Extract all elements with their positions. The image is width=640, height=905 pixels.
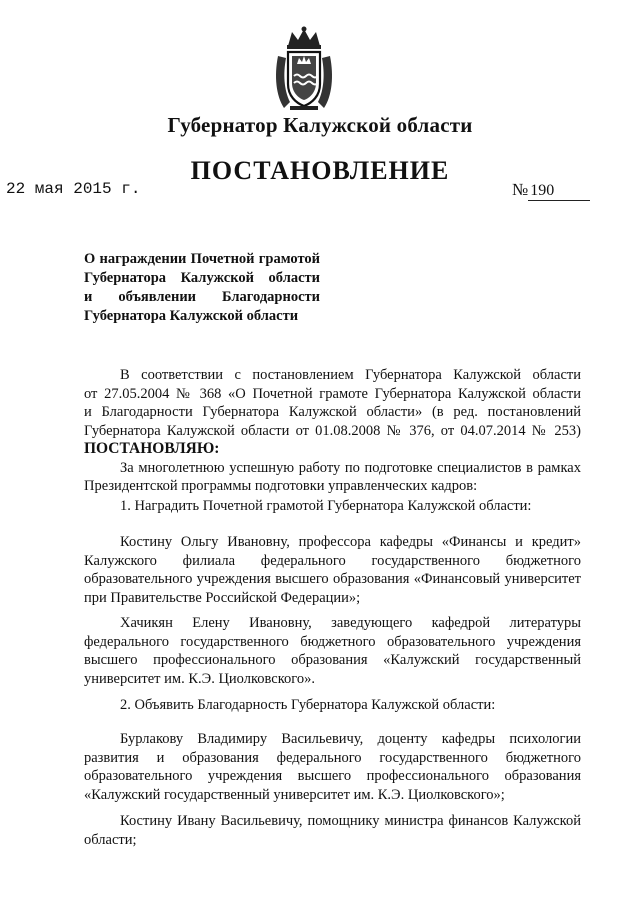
subject-line: и объявлении Благодарности xyxy=(84,289,320,305)
award-entry: Костину Ивану Васильевичу, помощнику министра финансов Калужской области; xyxy=(84,813,581,848)
document-subject xyxy=(84,250,320,326)
item2-person1 xyxy=(84,730,581,804)
number-value: 190 xyxy=(528,182,590,201)
document-number xyxy=(512,180,590,201)
preamble-line: и Благодарности Губернатора Калужской области» (в ред. постановлений xyxy=(84,404,581,420)
subject-line: Губернатора Калужской области xyxy=(84,308,299,324)
award-entry: Костину Ольгу Ивановну, профессора кафедры «Финансы и кредит» Калужского филиала федерального государственного бюджетного образовательного учреждения высшего образования «Финансовый университет при Правительстве Российской Федерации»; xyxy=(84,534,581,606)
number-prefix: № xyxy=(512,180,529,199)
award-entry: Бурлакову Владимиру Васильевичу, доценту кафедры психологии развития и образования федерального государственного бюджетного образовательного учреждения высшего профессионального образования «Калужский государственный университет им. К.Э. Циолковского»; xyxy=(84,731,581,803)
issuer-title: Губернатор Калужской области xyxy=(167,113,473,137)
preamble-line: Губернатора Калужской области от 01.08.2008 № 376, от 04.07.2014 № 253) xyxy=(84,422,581,439)
item2-person2 xyxy=(84,812,581,849)
document-date: 22 мая 2015 г. xyxy=(6,180,141,198)
item1-person2 xyxy=(84,614,581,688)
preamble xyxy=(84,366,581,496)
coat-of-arms-icon xyxy=(270,26,338,112)
decree-word: ПОСТАНОВЛЯЮ: xyxy=(84,440,220,457)
item1-person1 xyxy=(84,533,581,607)
item2-heading-text: 2. Объявить Благодарность Губернатора Калужской области: xyxy=(120,697,496,713)
preamble-reason: За многолетнюю успешную работу по подготовке специалистов в рамках Президентской программы подготовки управленческих кадров: xyxy=(84,459,581,494)
preamble-line: В соответствии с постановлением Губернатора Калужской области xyxy=(120,367,581,383)
item2-heading xyxy=(84,696,581,715)
award-entry: Хачикян Елену Ивановну, заведующего кафедрой литературы федерального государственного бюджетного образовательного учреждения высшего профессионального образования «Калужский государственный университет им. К.Э. Циолковского». xyxy=(84,615,581,687)
item1-heading xyxy=(84,497,581,516)
item1-heading-text: 1. Наградить Почетной грамотой Губернатора Калужской области: xyxy=(120,498,532,514)
preamble-line: от 27.05.2004 № 368 «О Почетной грамоте Губернатора Калужской области xyxy=(84,385,581,402)
subject-line: Губернатора Калужской области xyxy=(84,270,320,286)
subject-line: О награждении Почетной грамотой xyxy=(84,251,320,267)
document-type: ПОСТАНОВЛЕНИЕ xyxy=(190,156,450,185)
